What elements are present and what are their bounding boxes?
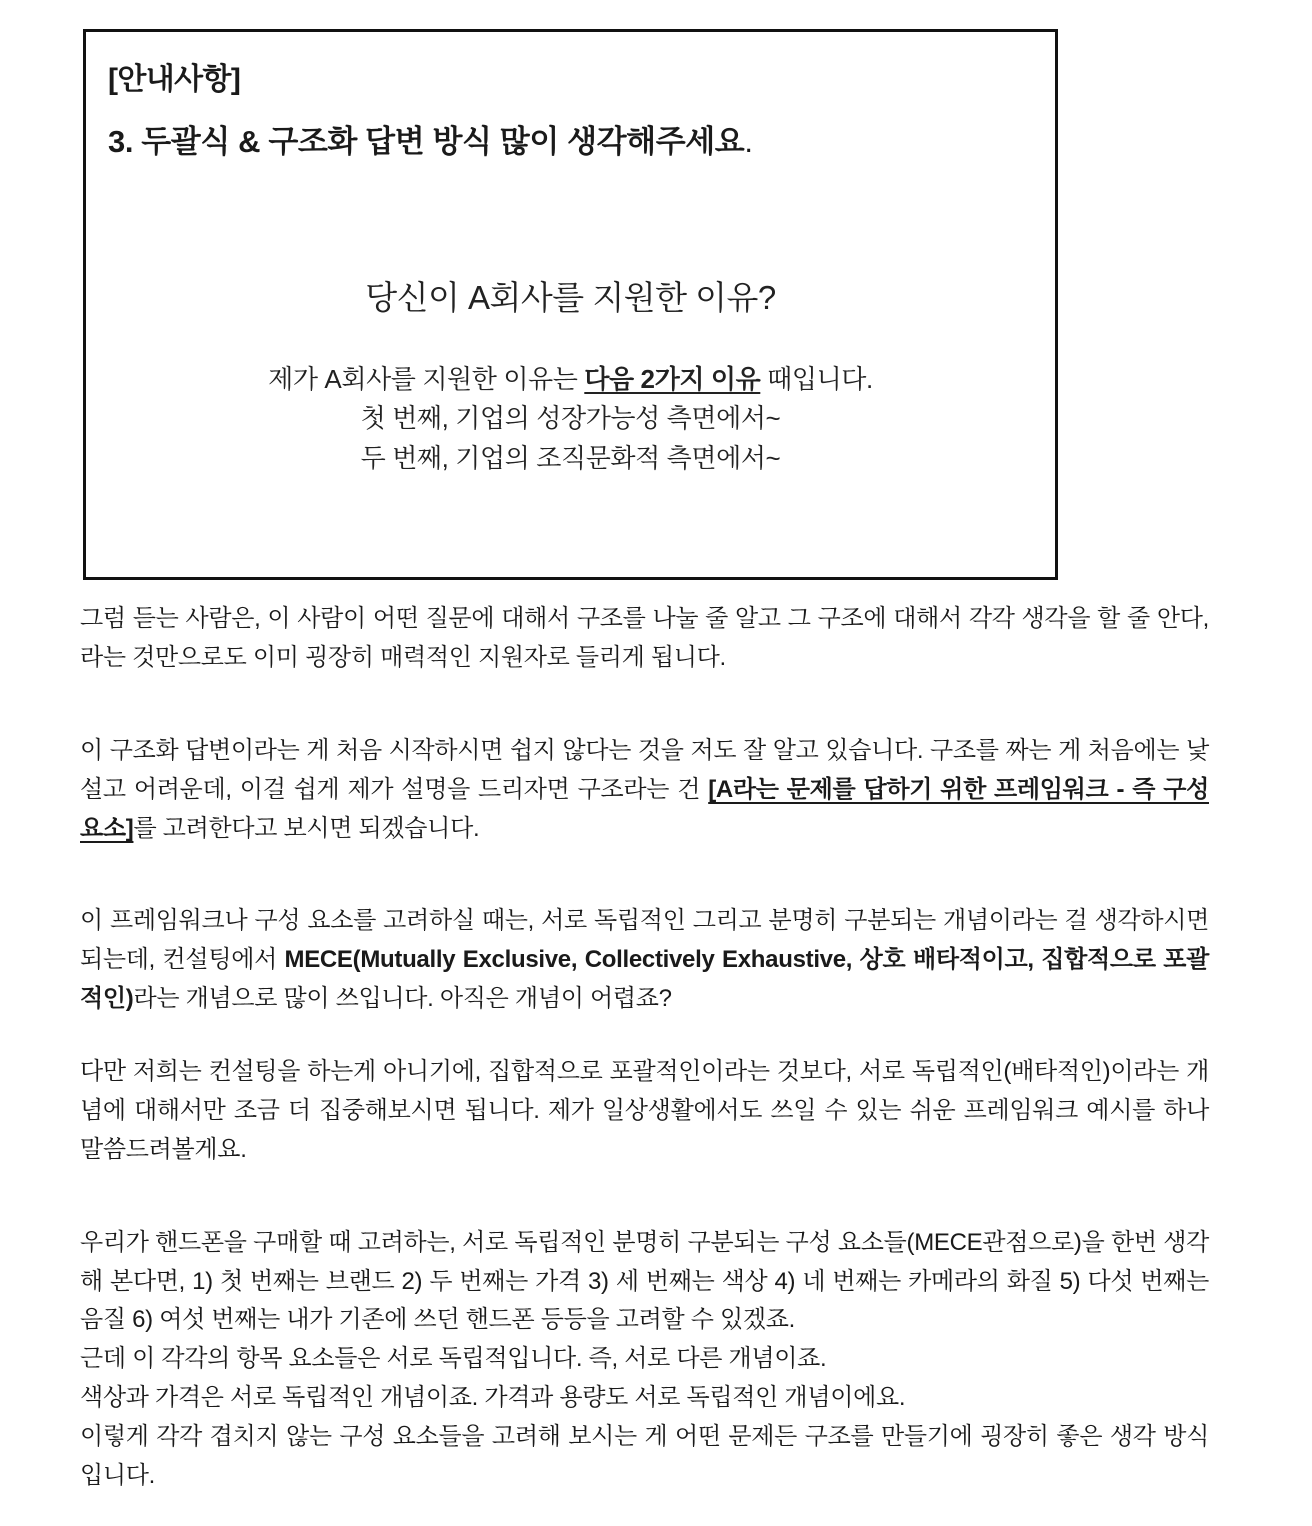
answer-line1-suffix: 때입니다. [760,363,873,394]
paragraph-2-prefix: 이 구조화 답변이라는 게 처음 시작하시면 쉽지 않다는 것을 저도 잘 알고 있습니다. 구조를 짜는 게 처음에는 낯설고 어려운데, 이걸 쉽게 제가 설명을 드리자면 구조라는 건 [80,736,1209,803]
paragraph-spacer [80,1170,1209,1224]
notice-box [83,29,1058,580]
paragraph-spacer [80,848,1209,902]
notice-heading-period: . [744,124,753,159]
paragraph-spacer [80,1019,1209,1053]
example-answer-line-2: 첫 번째, 기업의 성장가능성 측면에서~ [360,403,781,434]
paragraph-3-emphasis: MECE(Mutually Exclusive, Collectively Exhaustive, 상호 배타적이고, 집합적으로 포괄적인) [80,946,1209,1013]
paragraph-5: 우리가 핸드폰을 구매할 때 고려하는, 서로 독립적인 분명히 구분되는 구성 요소들(MECE관점으로)을 한번 생각해 본다면, 1) 첫 번째는 브랜드 2) 두 번째는 가격 3) 세 번째는 색상 4) 네 번째는 카메라의 화질 5) 다섯 번째는 음질 6) 여섯 번째는 내가 기존에 쓰던 핸드폰 등등을 고려할 수 있겠죠. [80,1228,1209,1334]
paragraph-1: 그럼 듣는 사람은, 이 사람이 어떤 질문에 대해서 구조를 나눌 줄 알고 그 구조에 대해서 각각 생각을 할 줄 안다,라는 것만으로도 이미 굉장히 매력적인 지원자로 들리게 됩니다. [80,605,1209,671]
paragraph-6: 근데 이 각각의 항목 요소들은 서로 독립적입니다. 즉, 서로 다른 개념이죠. [80,1345,827,1373]
paragraph-3 [80,902,1209,1019]
paragraph-2 [80,732,1209,849]
paragraph-8: 이렇게 각각 겹치지 않는 구성 요소들을 고려해 보시는 게 어떤 문제든 구조를 만들기에 굉장히 좋은 생각 방식입니다. [80,1423,1209,1489]
notice-label: [안내사항] [108,63,241,96]
paragraph-3-prefix: 이 프레임워크나 구성 요소를 고려하실 때는, 서로 독립적인 그리고 분명히 구분되는 개념이라는 걸 생각하시면 되는데, 컨설팅에서 [80,907,1209,974]
paragraph-2-suffix: 를 고려한다고 보시면 되겠습니다. [133,814,480,842]
example-question: 당신이 A회사를 지원한 이유? [365,279,776,316]
paragraph-2-emphasis: [A라는 문제를 답하기 위한 프레임워크 - 즉 구성 요소] [80,775,1209,842]
example-answer-line-1 [86,360,1055,400]
paragraph-4: 다만 저희는 컨설팅을 하는게 아니기에, 집합적으로 포괄적인이라는 것보다, 서로 독립적인(배타적인)이라는 개념에 대해서만 조금 더 집중해보시면 됩니다. 제가 일상생활에서도 쓰일 수 있는 쉬운 프레임워크 예시를 하나 말씀드려볼게요. [80,1058,1209,1163]
answer-line1-prefix: 제가 A회사를 지원한 이유는 [268,363,585,394]
answer-line1-emphasis: 다음 2가지 이유 [584,363,761,394]
notice-heading [108,123,753,162]
paragraph-3-suffix: 라는 개념으로 많이 쓰입니다. 아직은 개념이 어렵죠? [133,985,672,1013]
paragraph-spacer [80,678,1209,732]
body-text-area [80,600,1209,1496]
example-block [86,277,1055,478]
paragraph-7: 색상과 가격은 서로 독립적인 개념이죠. 가격과 용량도 서로 독립적인 개념이에요. [80,1384,906,1412]
notice-heading-text: 3. 두괄식 & 구조화 답변 방식 많이 생각해주세요 [108,124,745,159]
example-answer-line-3: 두 번째, 기업의 조직문화적 측면에서~ [360,442,781,473]
